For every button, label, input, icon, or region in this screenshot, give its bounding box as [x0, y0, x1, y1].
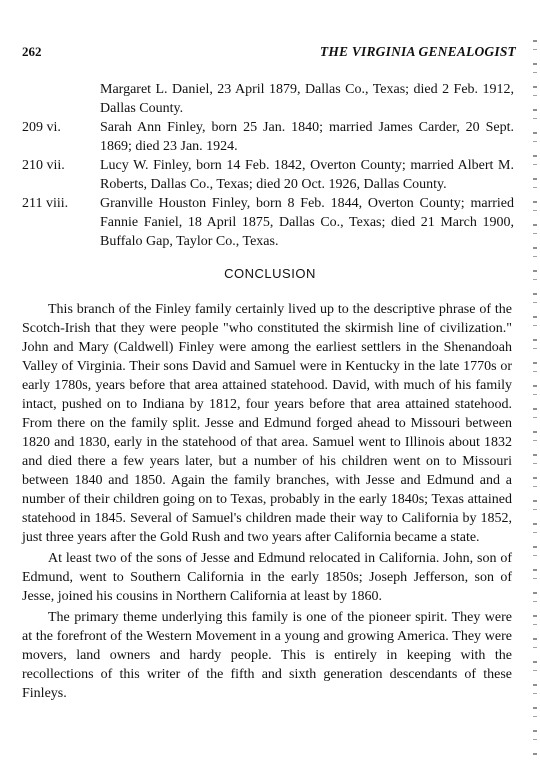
entry-text: Margaret L. Daniel, 23 April 1879, Dallas Co., Texas; died 2 Feb. 1912, Dallas County.: [100, 82, 514, 116]
page-number: 262: [22, 44, 42, 59]
running-title: THE VIRGINIA GENEALOGIST: [319, 44, 516, 59]
entry-text: Lucy W. Finley, born 14 Feb. 1842, Overton County; married Albert M. Roberts, Dallas Co., Texas; died 20 Oct. 1926, Dallas County.: [100, 158, 514, 192]
scan-edge-marks: [533, 40, 537, 755]
entry-text: Granville Houston Finley, born 8 Feb. 1844, Overton County; married Fannie Faniel, 18 April 1875, Dallas Co., Texas; died 21 March 1900, Buffalo Gap, Taylor Co., Texas.: [100, 196, 514, 249]
entry-209: [22, 118, 514, 156]
page-header: [22, 44, 516, 62]
entry-number: 211 viii.: [22, 196, 69, 211]
genealogy-entries: [22, 80, 514, 251]
paragraph: At least two of the sons of Jesse and Edmund relocated in California. John, son of Edmund, went to Southern California in the early 1850s; Joseph Jefferson, son of Jesse, joined his cousins in Northern California at least by 1860.: [22, 551, 512, 604]
entry-text: Sarah Ann Finley, born 25 Jan. 1840; married James Carder, 20 Sept. 1869; died 23 Jan. 1924.: [100, 120, 514, 154]
entry-continuation: [22, 80, 514, 118]
entry-number: 210 vii.: [22, 158, 65, 173]
section-heading: CONCLUSION: [224, 266, 316, 281]
entry-number: 209 vi.: [22, 120, 61, 135]
conclusion-body: [22, 300, 512, 705]
paragraph: This branch of the Finley family certainly lived up to the descriptive phrase of the Scotch-Irish that they were people "who constituted the skirmish line of civilization." John and Mary (Caldwell) Finley were among the earliest settlers in the Shenandoah Valley of Virginia. Their sons David and Samuel were in Kentucky in the late 1770s or early 1780s, years before that area attained statehood. David, with much of his family intact, pushed on to Indiana by 1812, four years before that area attained statehood. From there on the family split. Jesse and Edmund forged ahead to Missouri between 1820 and 1830, early in the statehood of that area. Samuel went to Illinois about 1832 and died there a few years later, but a number of his children went on to Missouri between 1840 and 1850. Again the family branches, with Jesse and Edmund and a number of their children going on to Texas, probably in the early 1840s; Texas attained statehood in 1845. Several of Samuel's children made their way to California by 1852, just three years after the Gold Rush and two years after California became a state.: [22, 302, 512, 545]
paragraph: The primary theme underlying this family is one of the pioneer spirit. They were at the forefront of the Western Movement in a young and growing America. They were movers, land owners and hardy people. This is entirely in keeping with the recollections of this writer of the fifth and sixth generation descendants of these Finleys.: [22, 610, 512, 701]
entry-210: [22, 156, 514, 194]
entry-211: [22, 194, 514, 251]
